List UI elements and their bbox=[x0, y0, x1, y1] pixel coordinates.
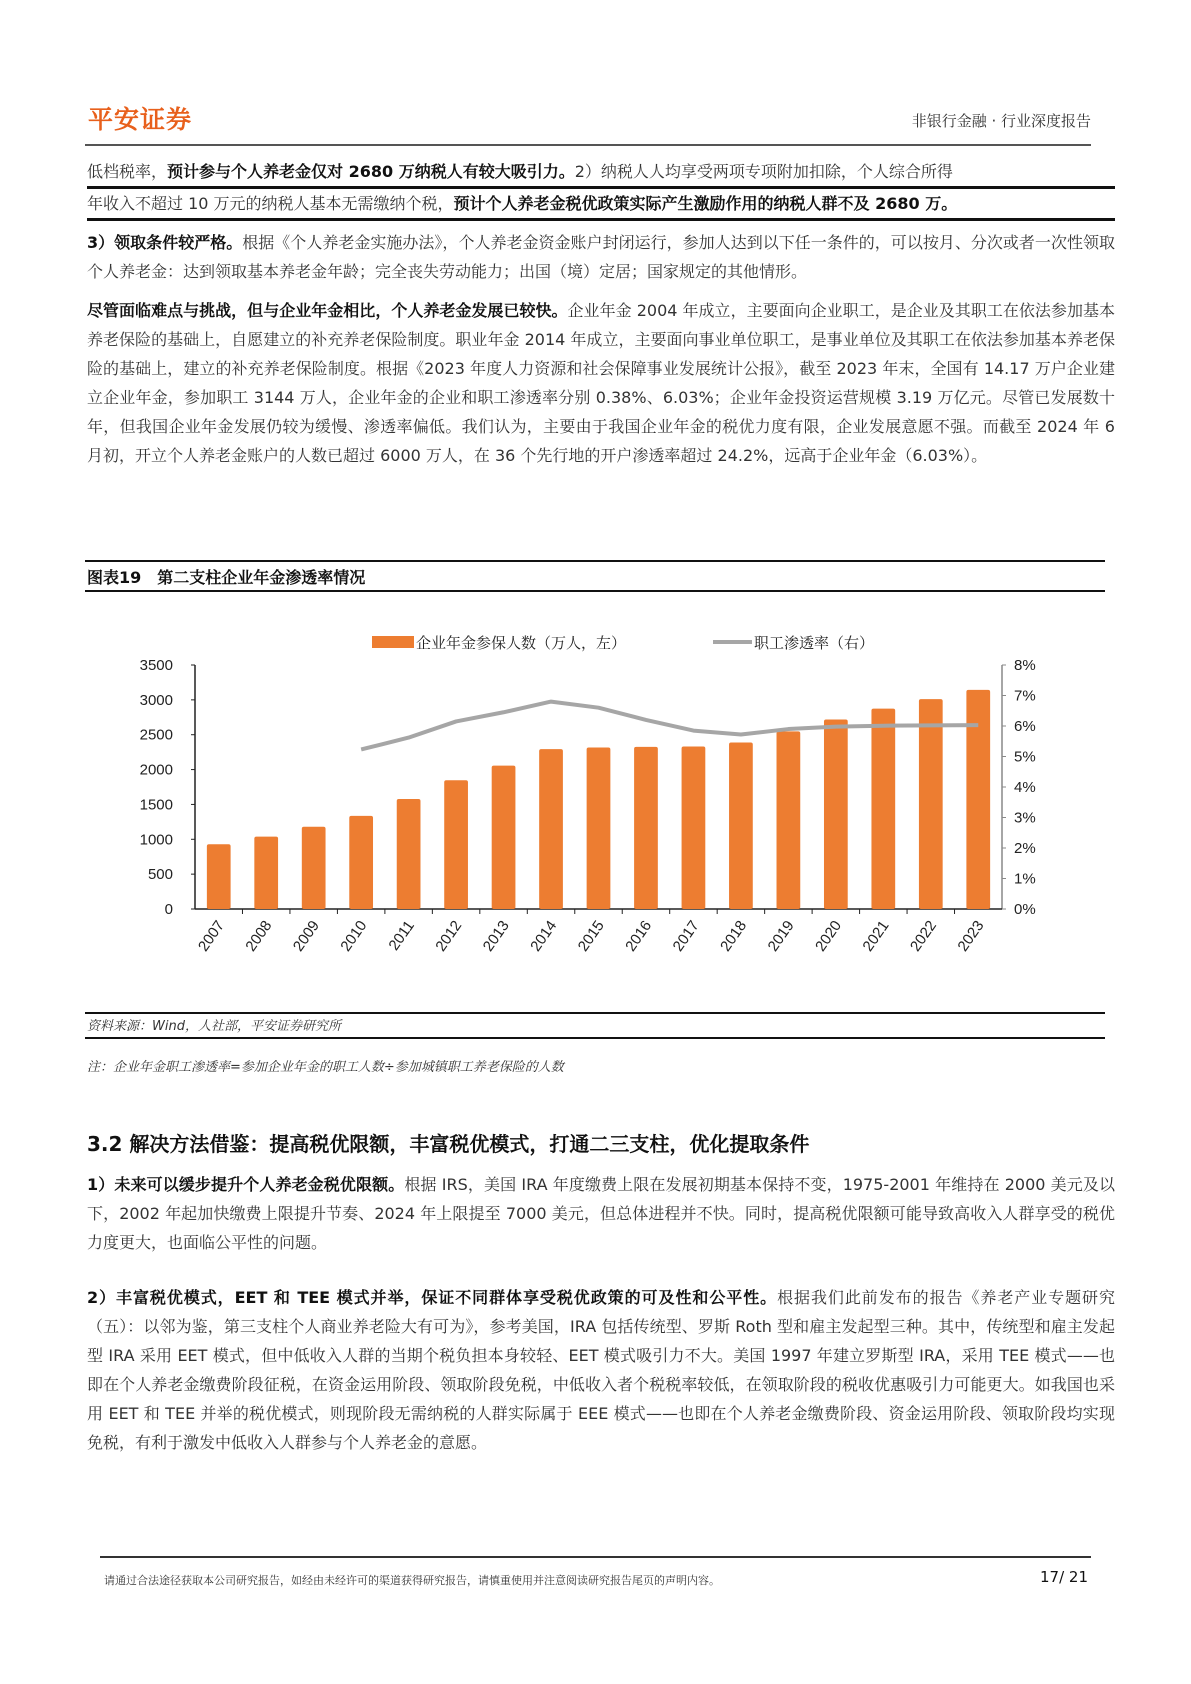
bar-2013 bbox=[492, 766, 516, 909]
text-run: 2）纳税人人均享受两项专项附加扣除，个人综合所得 bbox=[574, 162, 953, 181]
paragraph-body: 根据 IRS，美国 IRA 年度缴费上限在发展初期基本保持不变，1975-2001 年维持在 2000 美元及以下，2002 年起加快缴费上限提升节奏、2024 年上限提至 7000 美元，但总体进程并不快。同时，提高税优限额可能导致高收入人群享受的税优力度更大，也面临公平性的问题。 bbox=[87, 1175, 1115, 1252]
paragraph-body: 根据我们此前发布的报告《养老产业专题研究（五）：以邻为鉴，第三支柱个人商业养老险大有可为》，参考美国，IRA 包括传统型、罗斯 Roth 型和雇主发起型三种。其中，传统型和雇主发起型 IRA 采用 EET 模式，但中低收入人群的当期个税负担本身较轻、EET 模式吸引力不大。美国 1997 年建立罗斯型 IRA，采用 TEE 模式——也即在个人养老金缴费阶段征税，在资金运用阶段、领取阶段免税，中低收入者个税税率较低，在领取阶段的税收优惠吸引力可能更大。如我国也采用 EET 和 TEE 并举的税优模式，则现阶段无需纳税的人群实际属于 EEE 模式——也即在个人养老金缴费阶段、资金运用阶段、领取阶段均实现免税，有利于激发中低收入人群参与个人养老金的意愿。 bbox=[87, 1288, 1115, 1452]
bar-2009 bbox=[302, 827, 326, 909]
emphasis-run: 预计个人养老金税优政策实际产生激励作用的纳税人群不及 2680 万。 bbox=[453, 194, 958, 213]
text-run: 低档税率， bbox=[87, 162, 168, 181]
paragraph-lead: 3）领取条件较严格。 bbox=[87, 233, 243, 252]
left-axis-tick-label: 0 bbox=[164, 901, 173, 918]
report-type: 非银行金融 · 行业深度报告 bbox=[911, 112, 1091, 130]
x-axis-label: 2010 bbox=[337, 917, 371, 955]
right-axis-tick-label: 7% bbox=[1014, 687, 1036, 705]
paragraph-lead: 尽管面临难点与挑战，但与企业年金相比，个人养老金发展已较快。 bbox=[87, 301, 568, 320]
bar-2014 bbox=[539, 749, 563, 909]
x-axis-label: 2016 bbox=[622, 917, 656, 955]
x-axis-label: 2021 bbox=[859, 917, 893, 955]
x-axis-label: 2017 bbox=[669, 917, 703, 955]
x-axis-label: 2013 bbox=[479, 917, 513, 955]
legend-label-line: 职工渗透率（右） bbox=[754, 635, 875, 652]
bar-2008 bbox=[254, 837, 278, 909]
bar-2018 bbox=[729, 743, 753, 909]
left-axis-tick-label: 3500 bbox=[139, 657, 173, 674]
x-axis-label: 2009 bbox=[289, 917, 323, 955]
chart-legend bbox=[372, 634, 874, 652]
right-axis-tick-label: 6% bbox=[1014, 718, 1036, 735]
right-axis-tick-label: 8% bbox=[1014, 657, 1036, 674]
emphasis-run: 预计参与个人养老金仅对 2680 万纳税人有较大吸引力。 bbox=[167, 162, 575, 181]
left-axis-tick-label: 1500 bbox=[139, 796, 173, 814]
page-number: 17/ 21 bbox=[1040, 1568, 1088, 1586]
paragraph-body: 根据《个人养老金实施办法》，个人养老金资金账户封闭运行，参加人达到以下任一条件的，可以按月、分次或者一次性领取个人养老金：达到领取基本养老金年龄；完全丧失劳动能力；出国（境）定居；国家规定的其他情形。 bbox=[87, 233, 1115, 281]
bar-2021 bbox=[871, 709, 895, 909]
footer-divider bbox=[100, 1556, 1091, 1558]
bar-2012 bbox=[444, 780, 468, 909]
left-axis-tick-label: 2500 bbox=[139, 726, 173, 744]
source-divider-bottom bbox=[85, 1037, 1105, 1039]
x-axis-label: 2007 bbox=[194, 917, 229, 955]
left-axis-tick-label: 3000 bbox=[139, 691, 173, 709]
right-axis-tick-label: 3% bbox=[1014, 809, 1036, 827]
left-axis-tick-label: 500 bbox=[147, 866, 173, 884]
text-run: 年收入不超过 10 万元的纳税人基本无需缴纳个税， bbox=[87, 194, 454, 213]
right-axis-tick-label: 0% bbox=[1014, 901, 1036, 918]
bar-2015 bbox=[587, 748, 611, 909]
paragraph-tax-limit bbox=[87, 1170, 1115, 1257]
x-axis-label: 2022 bbox=[907, 917, 941, 955]
section-heading: 3.2 解决方法借鉴：提高税优限额，丰富税优模式，打通二三支柱，优化提取条件 bbox=[87, 1132, 810, 1156]
right-axis-tick-label: 1% bbox=[1014, 870, 1036, 888]
figure-title: 图表19 第二支柱企业年金渗透率情况 bbox=[87, 568, 366, 587]
bar-2011 bbox=[397, 799, 421, 909]
bar-2022 bbox=[919, 699, 943, 909]
x-axis-labels bbox=[195, 918, 988, 955]
x-axis-label: 2011 bbox=[385, 917, 418, 954]
x-axis-label: 2020 bbox=[812, 917, 846, 955]
figure-source: 资料来源：Wind，人社部，平安证券研究所 bbox=[87, 1019, 341, 1034]
source-divider-top bbox=[85, 1012, 1105, 1014]
left-axis-tick-label: 1000 bbox=[139, 831, 173, 849]
footer-disclaimer: 请通过合法途径获取本公司研究报告，如经由未经许可的渠道获得研究报告，请慎重使用并注意阅读研究报告尾页的声明内容。 bbox=[104, 1574, 720, 1587]
x-axis-label: 2014 bbox=[527, 917, 561, 955]
x-axis-label: 2012 bbox=[432, 917, 466, 955]
x-axis-label: 2023 bbox=[954, 917, 988, 955]
right-axis-tick-label: 4% bbox=[1014, 779, 1036, 796]
bar-2016 bbox=[634, 747, 658, 909]
bar-series bbox=[207, 690, 990, 909]
paragraph-lead: 1）未来可以缓步提升个人养老金税优限额。 bbox=[87, 1175, 405, 1194]
right-axis-tick-label: 5% bbox=[1014, 748, 1036, 766]
left-axis-tick-label: 2000 bbox=[139, 761, 173, 779]
legend-swatch-bars bbox=[372, 636, 414, 648]
bar-2007 bbox=[207, 844, 231, 909]
company-logo: 平安证券 bbox=[88, 105, 193, 134]
figure-note: 注：企业年金职工渗透率=参加企业年金的职工人数÷参加城镇职工养老保险的人数 bbox=[87, 1060, 564, 1075]
paragraph-lead: 2）丰富税优模式，EET 和 TEE 模式并举，保证不同群体享受税优政策的可及性和公平性。 bbox=[87, 1288, 778, 1307]
right-axis-tick-label: 2% bbox=[1014, 840, 1036, 857]
x-axis-label: 2019 bbox=[764, 917, 798, 955]
paragraph-body: 企业年金 2004 年成立，主要面向企业职工，是企业及其职工在依法参加基本养老保险的基础上，自愿建立的补充养老保险制度。职业年金 2014 年成立，主要面向事业单位职工，是事业单位及其职工在依法参加基本养老保险的基础上，建立的补充养老保险制度。根据《2023 年度人力资源和社会保障事业发展统计公报》，截至 2023 年末，全国有 14.17 万户企业建立企业年金，参加职工 3144 万人，企业年金的企业和职工渗透率分别 0.38%、6.03%；企业年金投资运营规模 3.19 万亿元。尽管已发展数十年，但我国企业年金发展仍较为缓慢、渗透率偏低。我们认为，主要由于我国企业年金的税优力度有限，企业发展意愿不强。而截至 2024 年 6 月初，开立个人养老金账户的人数已超过 6000 万人，在 36 个先行地的开户渗透率超过 24.2%，远高于企业年金（6.03%）。 bbox=[87, 301, 1115, 465]
bar-2023 bbox=[966, 690, 990, 909]
x-axis-label: 2015 bbox=[574, 917, 608, 955]
bar-2020 bbox=[824, 720, 848, 909]
x-axis-label: 2018 bbox=[717, 917, 751, 955]
x-axis-label: 2008 bbox=[242, 917, 276, 955]
bar-2017 bbox=[682, 746, 706, 909]
paragraph-tax-models bbox=[87, 1283, 1115, 1457]
bar-2010 bbox=[349, 816, 373, 909]
bar-2019 bbox=[777, 731, 801, 909]
legend-label-bars: 企业年金参保人数（万人，左） bbox=[416, 635, 627, 652]
